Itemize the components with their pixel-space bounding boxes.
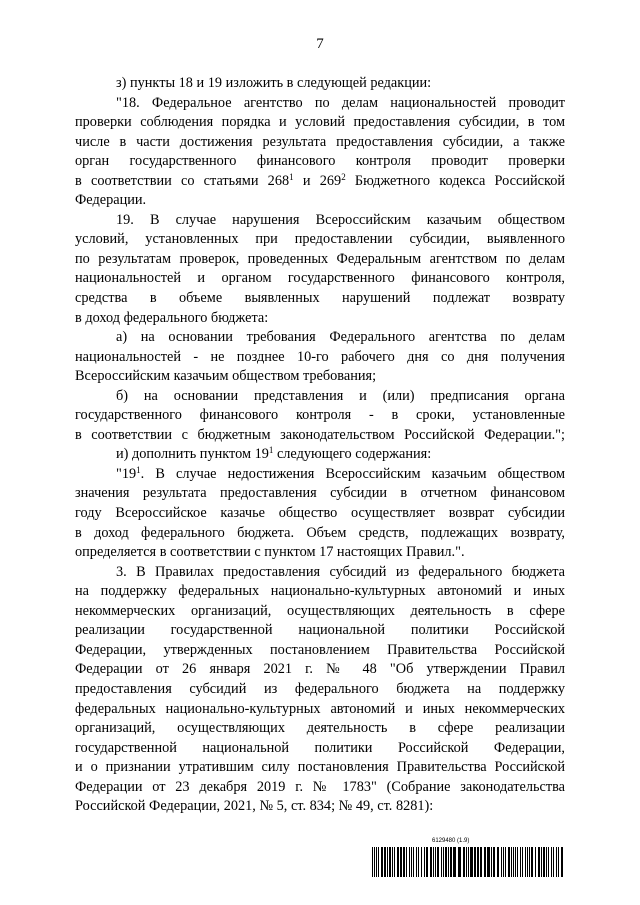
text-line <box>75 133 565 153</box>
text-line <box>75 426 565 446</box>
text-line <box>75 250 565 270</box>
text-segment: государственной национальной политики Российской Федерации, <box>75 739 565 756</box>
text-segment: "18. Федеральное агентство по делам национальностей проводит <box>116 94 565 111</box>
text-segment: и о признании утратившим силу постановления Правительства Российской <box>75 759 565 776</box>
barcode-bar <box>463 847 465 877</box>
text-segment: и 269 <box>293 172 342 189</box>
text-segment: по результатам проверок, проведенных Федеральным агентством по делам <box>75 250 565 267</box>
barcode-bar <box>433 847 434 877</box>
text-segment: федеральных национально-культурных автономий и иных некоммерческих <box>75 700 565 717</box>
text-segment: з) пункты 18 и 19 изложить в следующей редакции: <box>116 75 432 91</box>
barcode-bar <box>477 847 479 877</box>
text-segment: 3. В Правилах предоставления субсидий из федерального бюджета <box>116 563 565 580</box>
text-segment: Федерации, утвержденных постановлением Правительства Российской <box>75 641 565 658</box>
text-line <box>75 152 565 172</box>
barcode-bar <box>458 847 461 877</box>
text-segment: в доход федерального бюджета: <box>75 309 269 326</box>
superscript: 2 <box>341 171 346 182</box>
barcode-bar <box>474 847 476 877</box>
barcode-bar <box>397 847 399 877</box>
barcode-bar <box>535 847 536 877</box>
barcode-bar <box>522 847 523 877</box>
text-segment: на поддержку федеральных национально-культурных автономий и иных <box>75 583 565 600</box>
superscript: 1 <box>289 171 294 182</box>
text-segment: . В случае недостижения Всероссийским казачьим обществом <box>140 465 565 482</box>
text-line <box>75 484 565 504</box>
text-line <box>75 328 565 348</box>
barcode-bar <box>529 847 530 877</box>
document-body <box>75 74 565 817</box>
barcode-bar <box>505 847 506 877</box>
barcode-bar <box>403 847 405 877</box>
barcode-bar <box>513 847 514 877</box>
page-number: 7 <box>316 36 324 52</box>
barcode-bar <box>558 847 559 877</box>
barcode-bar <box>413 847 414 877</box>
barcode-bar <box>437 847 439 877</box>
barcode-bar <box>470 847 473 877</box>
barcode-bar <box>508 847 510 877</box>
text-segment: числе в части достижения результата предоставления субсидии, а также <box>75 133 565 150</box>
barcode-bar <box>389 847 391 877</box>
text-line <box>75 387 565 407</box>
barcode-bar <box>531 847 533 877</box>
text-line <box>75 641 565 661</box>
text-line <box>75 309 565 329</box>
barcode-bar <box>511 847 512 877</box>
text-segment: Федерации от 23 декабря 2019 г. № 1783" (Собрание законодательства <box>75 778 565 795</box>
text-line <box>75 269 565 289</box>
text-segment: "19 <box>116 465 137 482</box>
barcode-bar <box>421 847 422 877</box>
superscript: 1 <box>136 464 141 475</box>
text-segment: Федерации от 26 января 2021 г. № 48 "Об утверждении Правил <box>75 661 565 678</box>
barcode-bar <box>543 847 545 877</box>
barcode-bar <box>538 847 540 877</box>
text-line <box>75 113 565 133</box>
text-line <box>75 504 565 524</box>
text-segment: в соответствии со статьями 268 <box>75 172 290 189</box>
text-segment: орган государственного финансового контроля проводит проверки <box>75 153 565 170</box>
text-segment: следующего содержания: <box>273 446 432 463</box>
text-line <box>75 621 565 641</box>
barcode-bar <box>394 847 395 877</box>
text-line <box>75 719 565 739</box>
barcode-bar <box>445 847 447 877</box>
text-segment: проверки соблюдения порядка и условий предоставления субсидии, в том <box>75 114 565 131</box>
text-line <box>75 778 565 798</box>
text-segment: Федерации. <box>75 192 147 209</box>
text-segment: году Всероссийское казачье общество осуществляет возврат субсидии <box>75 505 565 522</box>
text-line <box>75 172 565 192</box>
text-line <box>75 660 565 680</box>
barcode-bar <box>418 847 419 877</box>
text-segment: реализации государственной национальной политики Российской <box>75 622 565 639</box>
superscript: 1 <box>268 445 274 456</box>
barcode-bar <box>484 847 486 877</box>
barcode-bar <box>372 847 373 877</box>
text-line <box>75 602 565 622</box>
text-line <box>75 445 565 465</box>
barcode-bar <box>515 847 516 877</box>
barcode-bar <box>466 847 467 877</box>
barcode-caption: 6129480 (1.9) <box>432 838 470 844</box>
barcode-bar <box>381 847 383 877</box>
text-segment: государственного финансового контроля - в сроки, установленные <box>75 407 565 424</box>
text-segment: а) на основании требования Федерального агентства по делам <box>116 329 565 346</box>
barcode-bar <box>541 847 542 877</box>
text-line <box>75 797 565 817</box>
text-segment: национальностей и органом государственного финансового контроля, <box>75 270 565 287</box>
text-segment: значения результата предоставления субсидии в отчетном финансовом <box>75 485 565 502</box>
text-segment: Российской Федерации, 2021, № 5, ст. 834; № 49, ст. 8281): <box>75 798 434 815</box>
barcode-bar <box>453 847 456 877</box>
barcode-bar <box>406 847 407 877</box>
text-segment: в соответствии с бюджетным законодательством Российской Федерации."; <box>75 426 565 443</box>
barcode-bar <box>546 847 547 877</box>
barcode-bar <box>501 847 502 877</box>
barcode-bar <box>503 847 504 877</box>
barcode-bar <box>525 847 526 877</box>
barcode-bar <box>520 847 521 877</box>
barcode-bar <box>441 847 442 877</box>
barcode-bar <box>443 847 444 877</box>
text-line <box>75 739 565 759</box>
text-line <box>75 211 565 231</box>
text-line <box>75 543 565 563</box>
barcode-bar <box>424 847 425 877</box>
text-segment: и) дополнить пунктом 19 <box>116 446 269 463</box>
barcode-bar <box>480 847 482 877</box>
barcode-bars <box>372 847 566 877</box>
text-line <box>75 191 565 211</box>
text-segment: б) на основании представления и (или) предписания органа <box>116 387 565 404</box>
text-line <box>75 758 565 778</box>
barcode-bar <box>416 847 417 877</box>
barcode-bar <box>561 847 563 877</box>
barcode-bar <box>387 847 388 877</box>
text-line <box>75 524 565 544</box>
text-line <box>75 582 565 602</box>
text-segment: в доход федерального бюджета. Объем средств, подлежащих возврату, <box>75 524 565 541</box>
text-line <box>75 348 565 368</box>
barcode-bar <box>378 847 379 877</box>
text-line <box>75 230 565 250</box>
barcode-bar <box>553 847 554 877</box>
barcode-bar <box>374 847 375 877</box>
barcode-bar <box>430 847 432 877</box>
barcode-bar <box>409 847 410 877</box>
text-segment: организаций, осуществляющих деятельность в сфере реализации <box>75 720 565 737</box>
barcode-bar <box>426 847 428 877</box>
text-segment: средства в объеме выявленных нарушений подлежат возврату <box>75 290 565 307</box>
barcode-bar <box>400 847 402 877</box>
text-line <box>75 680 565 700</box>
text-segment: национальностей - не позднее 10-го рабочего дня со дня получения <box>75 348 565 365</box>
barcode-bar <box>556 847 557 877</box>
text-line <box>75 289 565 309</box>
text-segment: 19. В случае нарушения Всероссийским казачьим обществом <box>116 211 565 228</box>
text-segment: определяется в соответствии с пунктом 17 настоящих Правил.". <box>75 544 465 561</box>
text-segment: Всероссийским казачьим обществом требования; <box>75 368 377 385</box>
text-line <box>75 465 565 485</box>
text-line <box>75 367 565 387</box>
text-segment: условий, установленных при предоставлении субсидии, выявленного <box>75 231 565 248</box>
barcode-bar <box>450 847 452 877</box>
barcode-bar <box>448 847 449 877</box>
text-line <box>75 94 565 114</box>
barcode-bar <box>435 847 436 877</box>
text-line <box>75 406 565 426</box>
barcode-bar <box>376 847 377 877</box>
barcode-bar <box>491 847 492 877</box>
barcode-bar <box>384 847 386 877</box>
barcode-bar <box>497 847 499 877</box>
barcode-bar <box>551 847 552 877</box>
barcode <box>372 838 566 878</box>
barcode-bar <box>548 847 549 877</box>
text-segment: некоммерческих организаций, осуществляющих деятельность в сфере <box>75 602 565 619</box>
barcode-bar <box>487 847 490 877</box>
barcode-bar <box>527 847 528 877</box>
barcode-bar <box>468 847 469 877</box>
text-line <box>75 74 565 94</box>
barcode-bar <box>493 847 495 877</box>
barcode-bar <box>411 847 412 877</box>
barcode-bar <box>517 847 518 877</box>
text-segment: предоставления субсидий из федерального бюджета на поддержку <box>75 680 565 697</box>
text-line <box>75 700 565 720</box>
barcode-bar <box>392 847 393 877</box>
text-segment: Бюджетного кодекса Российской <box>345 172 566 189</box>
text-line <box>75 563 565 583</box>
